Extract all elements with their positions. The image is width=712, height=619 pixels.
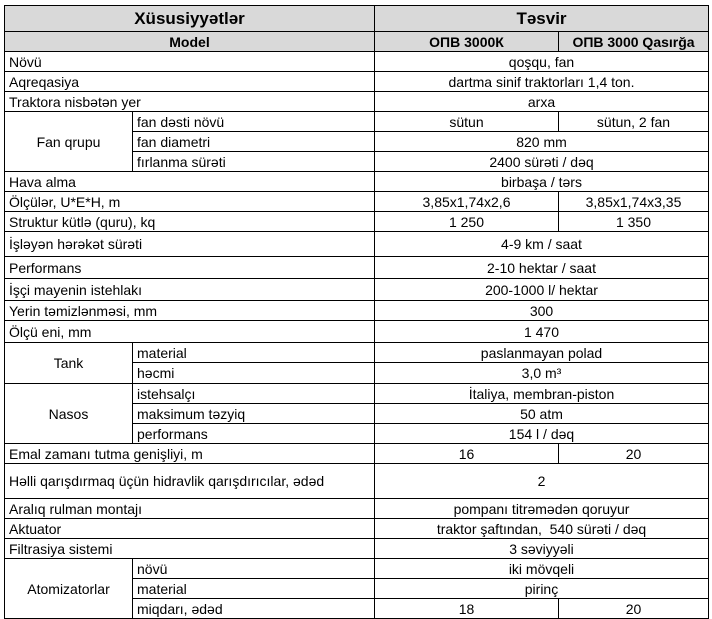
row-label: Aralıq rulman montajı xyxy=(5,499,375,519)
row-value: 3 səviyyəli xyxy=(375,539,709,559)
row-value: dartma sinif traktorları 1,4 ton. xyxy=(375,72,709,92)
row-value: 154 l / dəq xyxy=(375,424,709,444)
row-value: iki mövqeli xyxy=(375,559,709,579)
table-row xyxy=(5,212,709,232)
row-label: material xyxy=(133,579,375,599)
row-value: 820 mm xyxy=(375,132,709,152)
row-label: İşləyən hərəkət sürəti xyxy=(5,232,375,257)
row-value: 3,85x1,74x3,35 xyxy=(559,192,709,212)
row-value: 200-1000 l/ hektar xyxy=(375,279,709,301)
row-value: 1 470 xyxy=(375,321,709,343)
table-row xyxy=(5,52,709,72)
row-value: 20 xyxy=(559,444,709,464)
row-value: traktor şaftından, 540 sürəti / dəq xyxy=(375,519,709,539)
table-row xyxy=(5,257,709,279)
table-row xyxy=(5,384,709,404)
model-a: ОПВ 3000К xyxy=(375,32,559,52)
row-value: qoşqu, fan xyxy=(375,52,709,72)
group-label: Atomizatorlar xyxy=(5,559,133,619)
row-label: fan diametri xyxy=(133,132,375,152)
row-value: sütun, 2 fan xyxy=(559,112,709,132)
row-label: Filtrasiya sistemi xyxy=(5,539,375,559)
table-row xyxy=(5,72,709,92)
row-value: pirinç xyxy=(375,579,709,599)
row-value: 18 xyxy=(375,599,559,619)
table-row xyxy=(5,172,709,192)
table-row xyxy=(5,321,709,343)
row-label: fırlanma sürəti xyxy=(133,152,375,172)
row-label: Emal zamanı tutma genişliyi, m xyxy=(5,444,375,464)
row-label: növü xyxy=(133,559,375,579)
model-b: ОПВ 3000 Qasırğa xyxy=(559,32,709,52)
table-row xyxy=(5,232,709,257)
row-value: sütun xyxy=(375,112,559,132)
table-row xyxy=(5,464,709,499)
table-row xyxy=(5,519,709,539)
row-value: 2400 sürəti / dəq xyxy=(375,152,709,172)
table-row xyxy=(5,539,709,559)
row-value: 3,0 m³ xyxy=(375,363,709,384)
header-row xyxy=(5,6,709,32)
row-label: İşçi mayenin istehlakı xyxy=(5,279,375,301)
row-label: Hava alma xyxy=(5,172,375,192)
table-row xyxy=(5,444,709,464)
row-label: həcmi xyxy=(133,363,375,384)
row-label: Yerin təmizlənməsi, mm xyxy=(5,301,375,321)
row-value: 300 xyxy=(375,301,709,321)
row-label: maksimum təzyiq xyxy=(133,404,375,424)
group-label: Nasos xyxy=(5,384,133,444)
row-label: Performans xyxy=(5,257,375,279)
row-label: Aqreqasiya xyxy=(5,72,375,92)
row-value: İtaliya, membran-piston xyxy=(375,384,709,404)
table-row xyxy=(5,279,709,301)
row-label: Struktur kütlə (quru), kq xyxy=(5,212,375,232)
row-label: miqdarı, ədəd xyxy=(133,599,375,619)
row-value: 50 atm xyxy=(375,404,709,424)
row-label: fan dəsti növü xyxy=(133,112,375,132)
row-label: performans xyxy=(133,424,375,444)
table-row xyxy=(5,301,709,321)
row-label: Aktuator xyxy=(5,519,375,539)
row-value: arxa xyxy=(375,92,709,112)
row-label: Növü xyxy=(5,52,375,72)
header-col2: Təsvir xyxy=(375,6,709,32)
row-value: 4-9 km / saat xyxy=(375,232,709,257)
row-label: Ölçü eni, mm xyxy=(5,321,375,343)
table-row xyxy=(5,343,709,363)
table-row xyxy=(5,112,709,132)
spec-table xyxy=(4,5,709,619)
row-value: 16 xyxy=(375,444,559,464)
row-value: 1 350 xyxy=(559,212,709,232)
group-label: Fan qrupu xyxy=(5,112,133,172)
row-label: Ölçülər, U*E*H, m xyxy=(5,192,375,212)
table-row xyxy=(5,559,709,579)
row-value: 1 250 xyxy=(375,212,559,232)
row-value: paslanmayan polad xyxy=(375,343,709,363)
row-value: 2 xyxy=(375,464,709,499)
row-label: Həlli qarışdırmaq üçün hidravlik qarışdırıcılar, ədəd xyxy=(5,464,375,499)
row-label: material xyxy=(133,343,375,363)
row-value: 20 xyxy=(559,599,709,619)
table-row xyxy=(5,499,709,519)
group-label: Tank xyxy=(5,343,133,384)
row-label: Traktora nisbətən yer xyxy=(5,92,375,112)
model-row xyxy=(5,32,709,52)
row-value: birbaşa / tərs xyxy=(375,172,709,192)
table-row xyxy=(5,192,709,212)
row-value: pompanı titrəmədən qoruyur xyxy=(375,499,709,519)
header-col1: Xüsusiyyətlər xyxy=(5,6,375,32)
row-value: 3,85x1,74x2,6 xyxy=(375,192,559,212)
model-label: Model xyxy=(5,32,375,52)
table-row xyxy=(5,92,709,112)
row-value: 2-10 hektar / saat xyxy=(375,257,709,279)
row-label: istehsalçı xyxy=(133,384,375,404)
